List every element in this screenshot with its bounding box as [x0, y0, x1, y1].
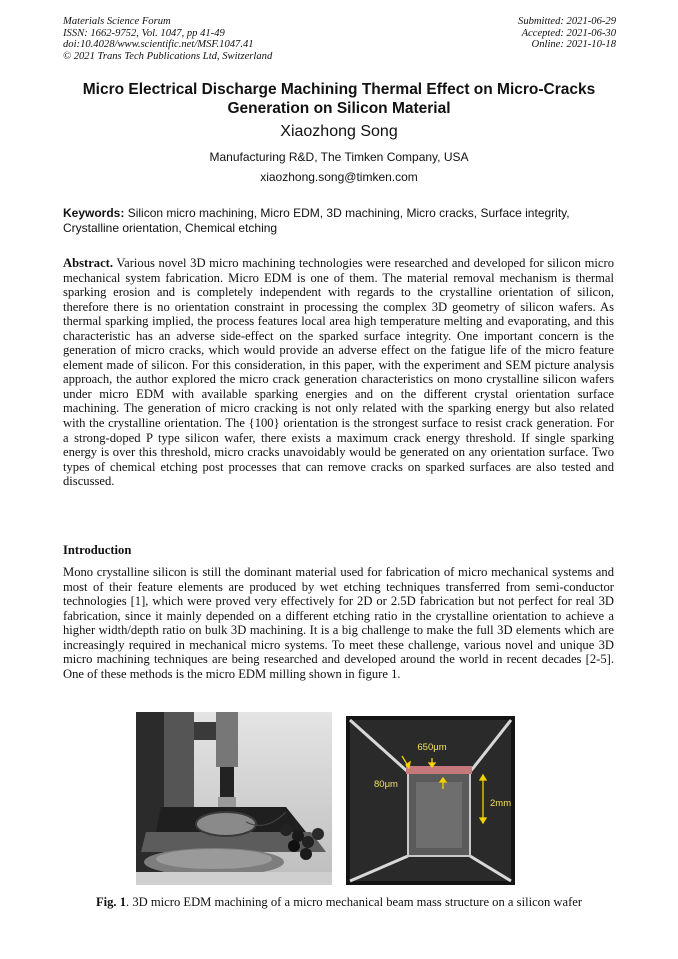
journal-header-right	[518, 16, 616, 51]
abstract	[63, 256, 614, 489]
doi: doi:10.4028/www.scientific.net/MSF.1047.41	[63, 39, 254, 50]
keywords	[63, 206, 614, 236]
online-date: Online: 2021-10-18	[531, 39, 616, 50]
copyright: © 2021 Trans Tech Publications Ltd, Switzerland	[63, 50, 273, 62]
title-line-1: Micro Electrical Discharge Machining Thermal Effect on Micro-Cracks	[82, 81, 596, 98]
affiliation: Manufacturing R&D, The Timken Company, USA	[209, 150, 469, 164]
author-name: Xiaozhong Song	[280, 123, 398, 140]
title-line-2: Generation on Silicon Material	[227, 100, 451, 117]
figure-caption	[0, 895, 678, 910]
keywords-label: Keywords:	[63, 206, 125, 220]
abstract-text: Various novel 3D micro machining technologies were researched and developed for silicon micro mechanical system fabrication. Micro EDM is one of them. The material removal mechanism is thermal sparking erosion and is completely independent with regards to the crystalline orientation of silicon, therefore there is no orientation constraint in processing the complex 3D geometry of silicon wafers. As thermal sparking implied, the process features local area high temperature melting and evaporating, and this characteristic has an adverse side-effect on the sparked surface integrity. One important concern is the generation of micro cracks, which would provide an adverse effect on the fatigue life of the micro feature element made of silicon. For this consideration, in this paper, with the experiment and SEM picture analysis approach, the author explored the micro crack generation characteristics on mono crystalline silicon wafers under micro EDM with available sparking energies and on the different crystal orientation surface machining. The generation of micro cracking is not only related with the sparking energy but also related with the crystalline orientation. The {100} orientation is the strongest surface to resist crack generation. For a strong-doped P type silicon wafer, there exists a maximum crack energy threshold. If single sparking energy is over this threshold, micro cracks unavoidably would be generated on any orientation surface. Two types of chemical etching post processes that can remove cracks on sparked surfaces are also tested and discussed.	[63, 256, 614, 489]
section-heading-introduction: Introduction	[63, 543, 132, 557]
label-2mm: 2mm	[490, 798, 512, 809]
journal-name: Materials Science Forum	[63, 16, 171, 27]
abstract-label: Abstract.	[63, 256, 114, 270]
submitted-date: Submitted: 2021-06-29	[518, 16, 616, 27]
label-650um: 650μm	[417, 742, 447, 753]
introduction-paragraph: Mono crystalline silicon is still the dominant material used for fabrication of micro mechanical systems and most of their feature elements are produced by wet etching techniques transferred from semi-conductor technologies [1], which were proved very effectively for 2D or 2.5D fabrication but not perfect for real 3D fabrication, since it mainly depended on a different etching ratio in the crystalline orientation to achieve a higher width/depth ratio on bulk 3D machining. It is a big challenge to make the full 3D elements which are increasingly required in mechanical micro systems. To meet these challenge, various novel and unique 3D micro machining techniques are being researched and developed around the world in recent decades [2-5]. One of these methods is the micro EDM milling shown in figure 1.	[63, 565, 614, 681]
author-email: xiaozhong.song@timken.com	[260, 170, 418, 184]
label-80um: 80μm	[374, 779, 398, 790]
paper-title	[40, 80, 638, 118]
accepted-date: Accepted: 2021-06-30	[521, 27, 616, 39]
issn-volume: ISSN: 1662-9752, Vol. 1047, pp 41-49	[63, 27, 225, 39]
caption-label: Fig. 1	[95, 895, 127, 909]
figure-edm-machine-photo	[136, 712, 332, 885]
figure-beam-mass-micrograph	[346, 716, 515, 885]
keywords-text: Silicon micro machining, Micro EDM, 3D machining, Micro cracks, Surface integrity, Crystalline orientation, Chemical etching	[63, 206, 570, 235]
caption-text: . 3D micro EDM machining of a micro mechanical beam mass structure on a silicon wafer	[126, 895, 583, 909]
journal-header-left	[63, 16, 272, 62]
